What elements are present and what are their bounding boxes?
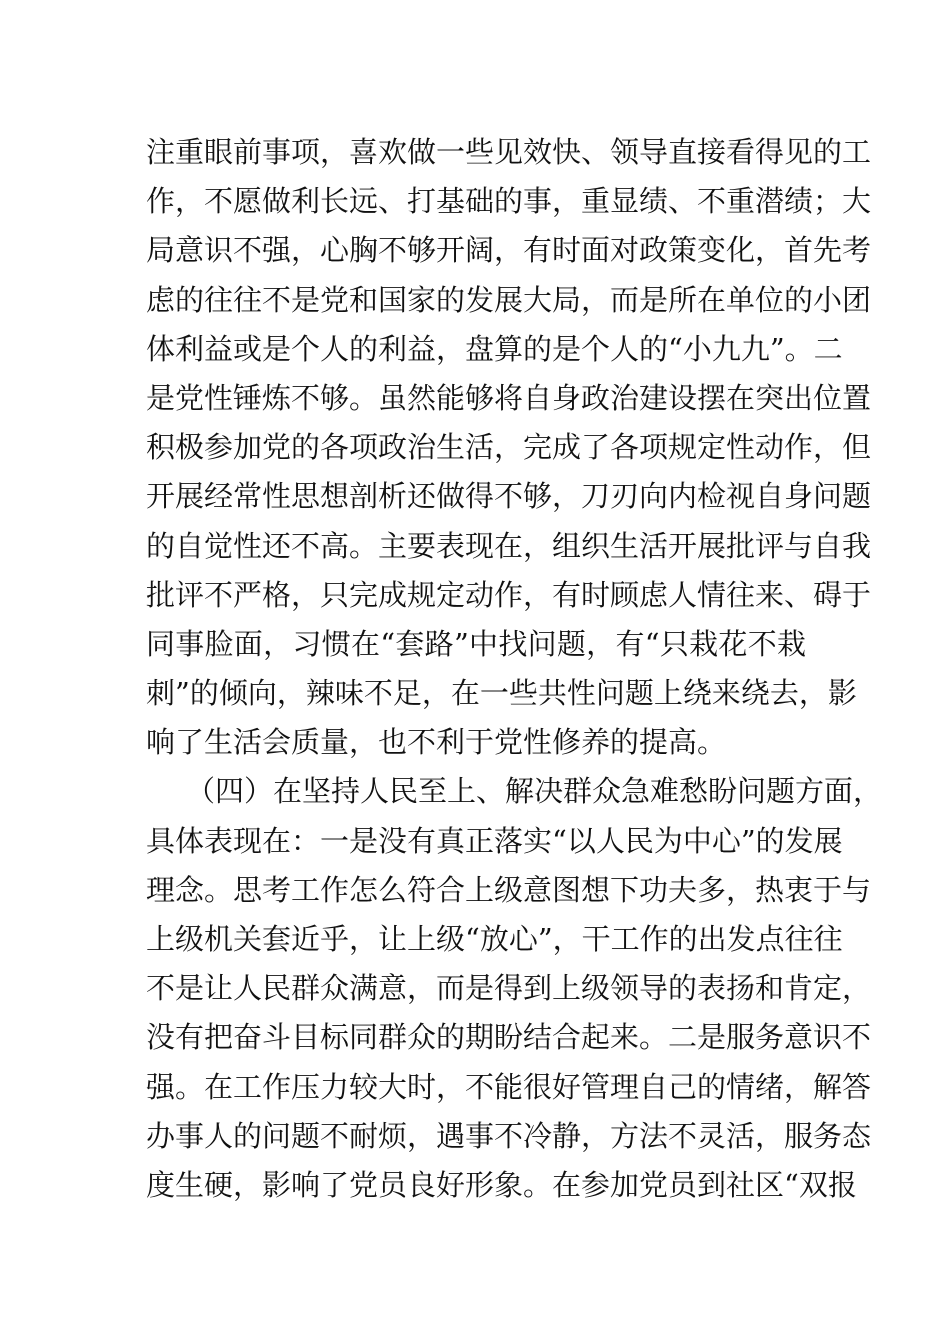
text-line: 度生硬，影响了党员良好形象。在参加党员到社区“双报 — [146, 1167, 857, 1202]
text-line: 的自觉性还不高。主要表现在，组织生活开展批评与自我 — [146, 528, 872, 563]
text-line: 批评不严格，只完成规定动作，有时顾虑人情往来、碍于 — [146, 577, 872, 612]
text-line: 作，不愿做利长远、打基础的事，重显绩、不重潜绩；大 — [146, 184, 872, 219]
text-line: 上级机关套近乎，让上级“放心”，干工作的出发点往往 — [146, 922, 843, 956]
text-line: 虑的往往不是党和国家的发展大局，而是所在单位的小团 — [146, 282, 872, 317]
text-line: 局意识不强，心胸不够开阔，有时面对政策变化，首先考 — [146, 233, 872, 268]
text-line: 是党性锤炼不够。虽然能够将自身政治建设摆在突出位置 — [146, 380, 872, 415]
text-line: 没有把奋斗目标同群众的期盼结合起来。二是服务意识不 — [146, 1020, 872, 1055]
text-line: 注重眼前事项，喜欢做一些见效快、领导直接看得见的工 — [146, 135, 872, 169]
text-line: 强。在工作压力较大时，不能很好管理自己的情绪，解答 — [146, 1069, 872, 1104]
text-line: 开展经常性思想剖析还做得不够，刀刃向内检视自身问题 — [146, 479, 872, 514]
body-text — [146, 128, 883, 1210]
text-line: 刺”的倾向，辣味不足，在一些共性问题上绕来绕去，影 — [146, 676, 857, 711]
text-line: 理念。思考工作怎么符合上级意图想下功夫多，热衷于与 — [146, 872, 872, 907]
text-line: 体利益或是个人的利益，盘算的是个人的“小九九”。二 — [146, 331, 843, 366]
text-line: 办事人的问题不耐烦，遇事不冷静，方法不灵活，服务态 — [146, 1118, 872, 1153]
text-line: 同事脸面，习惯在“套路”中找问题，有“只栽花不栽 — [146, 626, 806, 661]
section-heading-line: （四）在坚持人民至上、解决群众急难愁盼问题方面， — [186, 774, 883, 809]
paragraph-end-line: 响了生活会质量，也不利于党性修养的提高。 — [146, 725, 727, 760]
text-line: 不是让人民群众满意，而是得到上级领导的表扬和肯定， — [146, 971, 872, 1006]
text-line: 具体表现在：一是没有真正落实“以人民为中心”的发展 — [146, 823, 843, 858]
text-line: 积极参加党的各项政治生活，完成了各项规定性动作，但 — [146, 430, 872, 465]
